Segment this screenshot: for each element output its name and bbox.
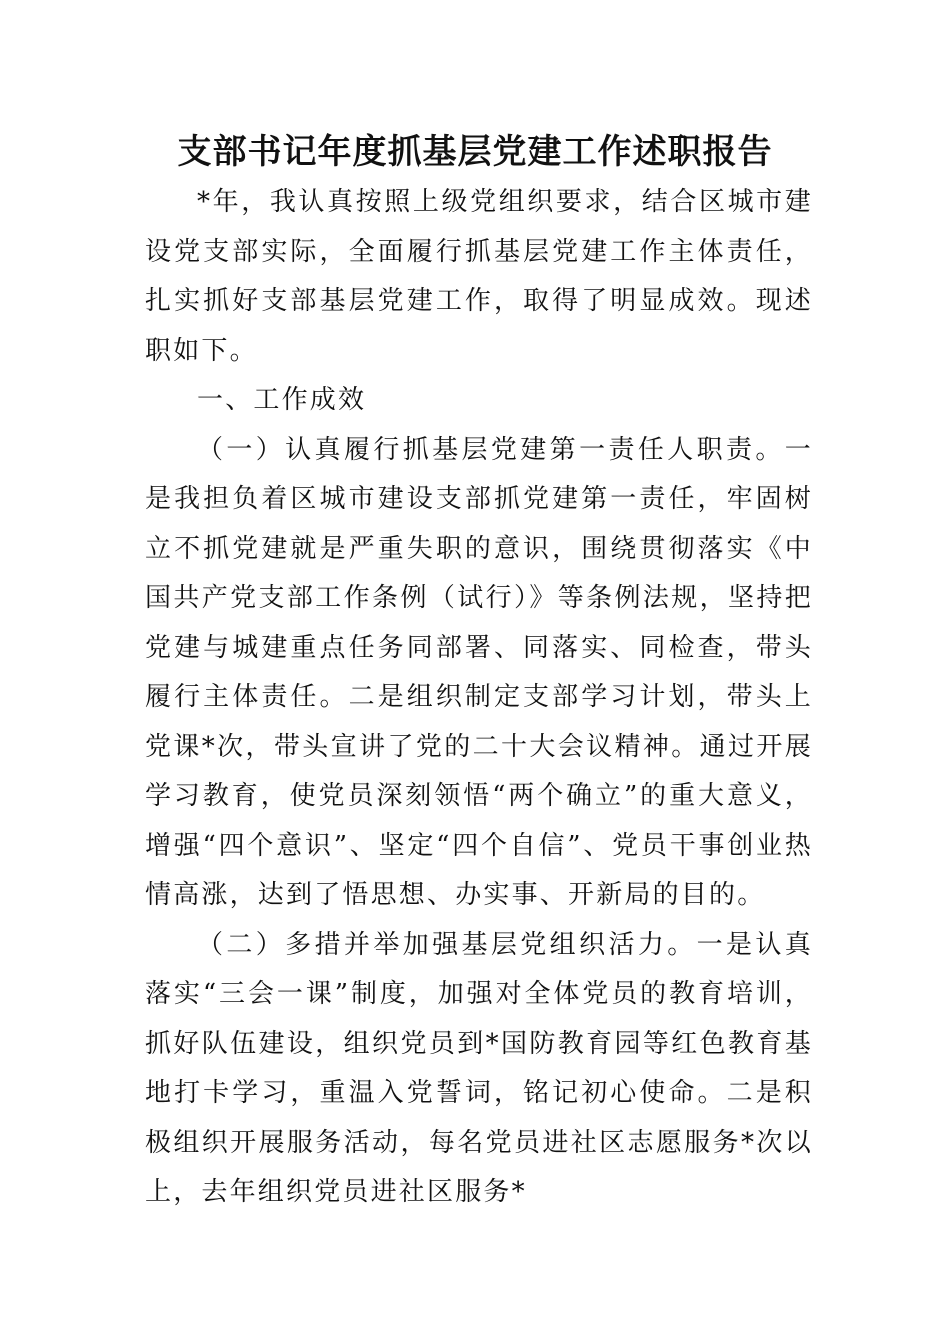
paragraph-1: （一）认真履行抓基层党建第一责任人职责。一是我担负着区城市建设支部抓党建第一责任，牢固树立不抓党建就是严重失职的意识，围绕贯彻落实《中国共产党支部工作条例（试行）》等条例法规，坚持把党建与城建重点任务同部署、同落实、同检查，带头履行主体责任。二是组织制定支部学习计划，带头上党课*次，带头宣讲了党的二十大会议精神。通过开展学习教育，使党员深刻领悟“两个确立”的重大意义，增强“四个意识”、坚定“四个自信”、党员干事创业热情高涨，达到了悟思想、办实事、开新局的目的。 xyxy=(145,434,813,910)
intro-paragraph: *年，我认真按照上级党组织要求，结合区城市建设党支部实际，全面履行抓基层党建工作主体责任，扎实抓好支部基层党建工作，取得了明显成效。现述职如下。 xyxy=(145,187,813,366)
document-title: 支部书记年度抓基层党建工作述职报告 xyxy=(177,132,773,172)
section-heading: 一、工作成效 xyxy=(197,385,367,415)
document-body xyxy=(145,178,813,1218)
paragraph-2: （二）多措并举加强基层党组织活力。一是认真落实“三会一课”制度，加强对全体党员的教育培训，抓好队伍建设，组织党员到*国防教育园等红色教育基地打卡学习，重温入党誓词，铭记初心使命。二是积极组织开展服务活动，每名党员进社区志愿服务*次以上，去年组织党员进社区服务* xyxy=(145,929,813,1207)
